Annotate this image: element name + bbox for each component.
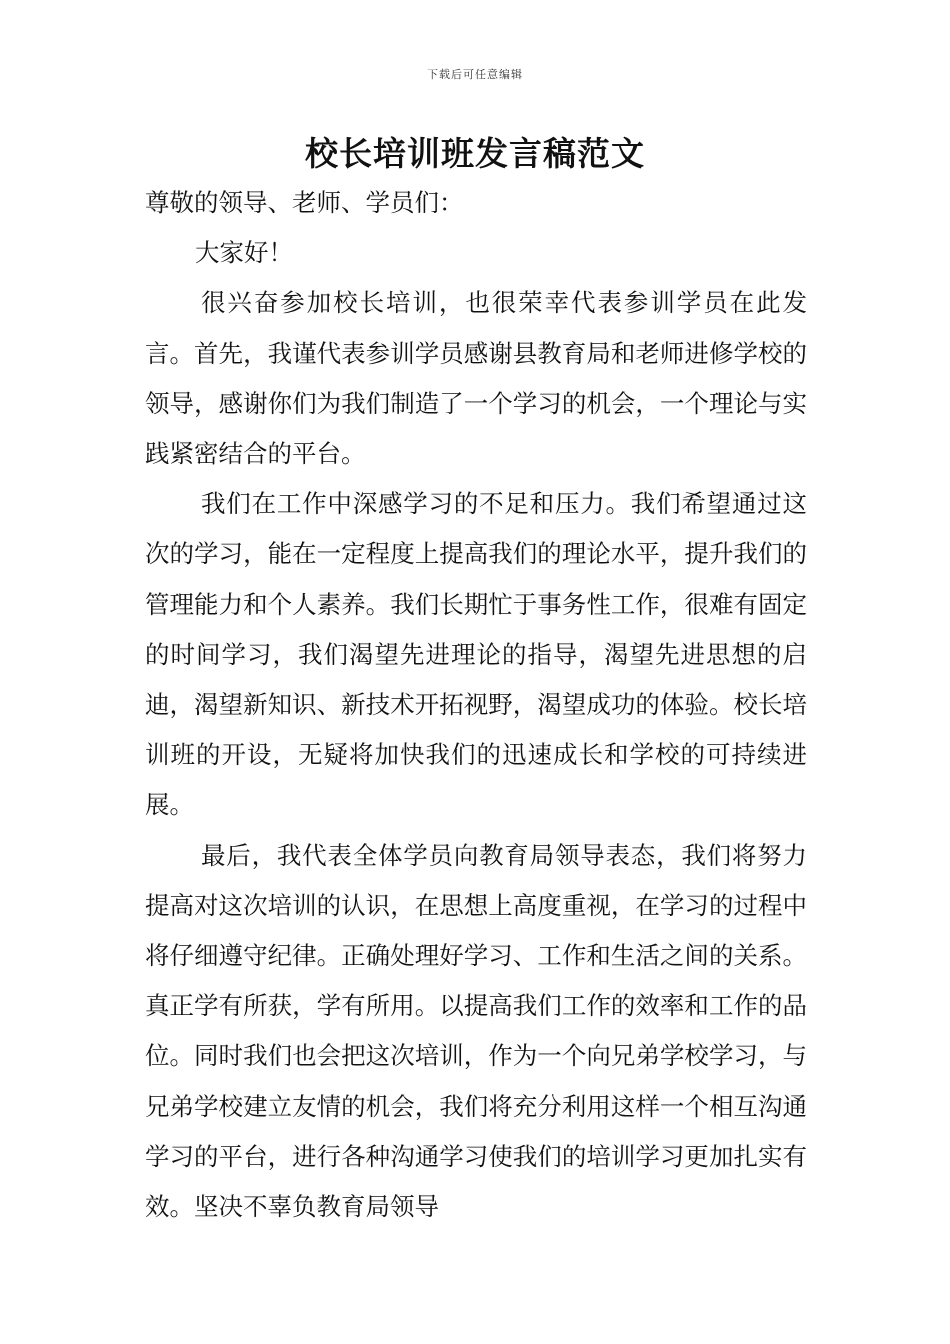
document-body [145, 178, 807, 1232]
header-note: 下载后可任意编辑 [427, 68, 523, 81]
paragraph: 我们在工作中深感学习的不足和压力。我们希望通过这次的学习，能在一定程度上提高我们的理论水平，提升我们的管理能力和个人素养。我们长期忙于事务性工作，很难有固定的时间学习，我们渴望先进理论的指导，渴望先进思想的启迪，渴望新知识、新技术开拓视野，渴望成功的体验。校长培训班的开设，无疑将加快我们的迅速成长和学校的可持续进展。 [145, 489, 807, 820]
salutation: 尊敬的领导、老师、学员们： [145, 188, 464, 217]
paragraph: 最后，我代表全体学员向教育局领导表态，我们将努力提高对这次培训的认识，在思想上高度重视，在学习的过程中将仔细遵守纪律。正确处理好学习、工作和生活之间的关系。真正学有所获，学有所用。以提高我们工作的效率和工作的品位。同时我们也会把这次培训，作为一个向兄弟学校学习，与兄弟学校建立友情的机会，我们将充分利用这样一个相互沟通学习的平台，进行各种沟通学习使我们的培训学习更加扎实有效。坚决不辜负教育局领导 [145, 840, 807, 1222]
greeting: 大家好！ [195, 238, 293, 268]
paragraph: 很兴奋参加校长培训，也很荣幸代表参训学员在此发言。首先，我谨代表参训学员感谢县教育局和老师进修学校的领导，感谢你们为我们制造了一个学习的机会，一个理论与实践紧密结合的平台。 [145, 288, 807, 469]
page-title: 校长培训班发言稿范文 [305, 134, 645, 173]
